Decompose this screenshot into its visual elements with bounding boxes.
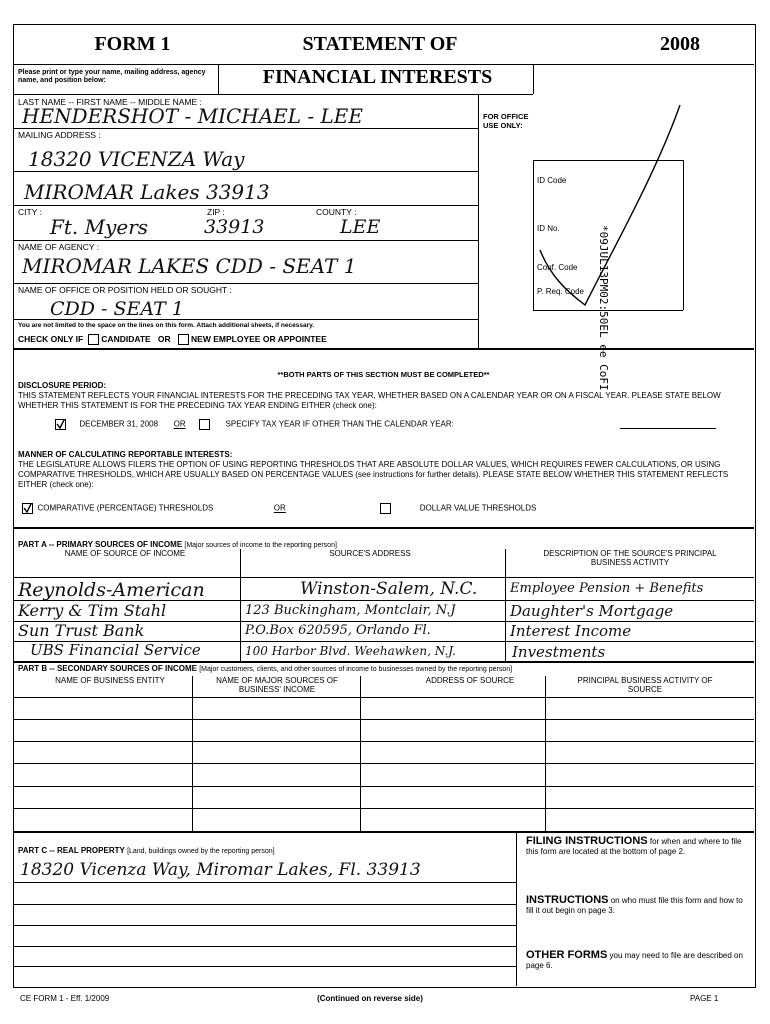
- zip-value[interactable]: 33913: [204, 216, 265, 238]
- manner-heading: MANNER OF CALCULATING REPORTABLE INTERESTS:: [18, 450, 233, 459]
- part-b-col4-header: PRINCIPAL BUSINESS ACTIVITY OF SOURCE: [577, 676, 713, 694]
- county-label: COUNTY :: [316, 207, 357, 217]
- p-req-code-label: P. Req. Code: [537, 287, 584, 296]
- part-b-heading: PART B -- SECONDARY SOURCES OF INCOME: [18, 664, 197, 673]
- footer-page: PAGE 1: [690, 994, 719, 1003]
- check-only-row: [18, 334, 327, 345]
- part-a-col2-header: SOURCE'S ADDRESS: [329, 549, 411, 558]
- agency-label: NAME OF AGENCY :: [18, 242, 100, 252]
- form-year: 2008: [660, 33, 700, 55]
- zip-label: ZIP :: [207, 207, 225, 217]
- instructions-note: Please print or type your name, mailing address, agency name, and position below:: [18, 69, 206, 84]
- agency-value[interactable]: MIROMAR LAKES CDD - SEAT 1: [22, 254, 357, 278]
- part-a-row4-activity[interactable]: Investments: [512, 643, 606, 661]
- office-use-line2: USE ONLY:: [483, 121, 523, 130]
- part-a-row3-activity[interactable]: Interest Income: [510, 622, 632, 640]
- received-stamp: *09JUL13PM02:50EL ee CoFI: [597, 225, 610, 391]
- instructions-title: INSTRUCTIONS: [526, 894, 609, 906]
- part-a-row2-activity[interactable]: Daughter's Mortgage: [510, 602, 674, 620]
- part-a-row4-address[interactable]: 100 Harbor Blvd. Weehawken, N.J.: [245, 644, 456, 658]
- part-c-heading: PART C -- REAL PROPERTY: [18, 846, 125, 855]
- december-31-label: DECEMBER 31, 2008: [79, 419, 159, 429]
- part-a-row2-address[interactable]: 123 Buckingham, Montclair, N.J: [245, 603, 456, 618]
- part-a-heading: PART A -- PRIMARY SOURCES OF INCOME: [18, 540, 183, 549]
- part-a-row2-name[interactable]: Kerry & Tim Stahl: [18, 601, 167, 620]
- comparative-checkbox[interactable]: [22, 503, 33, 514]
- id-code-label: ID Code: [537, 176, 567, 185]
- comparative-label: COMPARATIVE (PERCENTAGE) THRESHOLDS: [37, 503, 214, 513]
- part-b-subheading: [Major customers, clients, and other sources of income to businesses owned by the reporting person]: [199, 666, 513, 673]
- office-use-label: [483, 112, 528, 130]
- dollar-label: DOLLAR VALUE THRESHOLDS: [419, 503, 537, 513]
- part-a-col3-header: DESCRIPTION OF THE SOURCE'S PRINCIPAL BUSINESS ACTIVITY: [543, 549, 717, 567]
- mailing-address-line2[interactable]: MIROMAR Lakes 33913: [24, 180, 270, 204]
- part-c-subheading: [Land, buildings owned by the reporting person]: [127, 848, 275, 855]
- other-forms-block: [526, 950, 748, 971]
- manner-text: THE LEGISLATURE ALLOWS FILERS THE OPTION OF USING REPORTING THRESHOLDS THAT ARE ABSOLUTE DOLLAR VALUES, WHICH REQUIRES FEWER CALCULATIONS, OR USING COMPARATIVE THRESHOLDS, WHICH ARE USUALLY BASED ON PERCENTAGE VALUES (see instructions for further details). PLEASE STATE BELOW WHETHER THIS STATEMENT REFLECTS EITHER (check one):: [18, 460, 729, 489]
- filing-instructions: [526, 836, 748, 857]
- instructions-text: on who must file this form and how to fill it out begin on page 3.: [526, 896, 743, 915]
- space-note: You are not limited to the space on the lines on this form. Attach additional sheets, if necessary.: [18, 322, 315, 329]
- new-employee-label: NEW EMPLOYEE OR APPOINTEE: [191, 334, 327, 344]
- conf-code-label: Conf. Code: [537, 263, 578, 272]
- filing-instructions-title: FILING INSTRUCTIONS: [526, 835, 648, 847]
- name-value[interactable]: HENDERSHOT - MICHAEL - LEE: [22, 104, 363, 128]
- form-title-line1: STATEMENT OF: [302, 33, 458, 55]
- specify-year-checkbox[interactable]: [199, 419, 210, 430]
- part-a-row4-name[interactable]: UBS Financial Service: [30, 641, 201, 659]
- part-a-heading-row: [18, 540, 337, 549]
- part-a-subheading: [Major sources of income to the reporting person]: [184, 542, 337, 549]
- part-a-row1-activity[interactable]: Employee Pension + Benefits: [510, 581, 704, 596]
- part-a-row1-address[interactable]: Winston-Salem, N.C.: [300, 579, 478, 599]
- disclosure-period-heading: DISCLOSURE PERIOD:: [18, 381, 107, 390]
- part-b-col1-header: NAME OF BUSINESS ENTITY: [55, 676, 165, 685]
- footer-continued: (Continued on reverse side): [317, 994, 423, 1003]
- both-parts-banner: **BOTH PARTS OF THIS SECTION MUST BE COMPLETED**: [277, 370, 490, 379]
- calendar-year-row: [55, 419, 454, 430]
- part-a-row1-name[interactable]: Reynolds-American: [18, 579, 205, 601]
- dollar-checkbox[interactable]: [380, 503, 391, 514]
- mailing-address-line1[interactable]: 18320 VICENZA Way: [28, 147, 245, 171]
- candidate-checkbox[interactable]: [88, 334, 99, 345]
- part-a-col1-header: NAME OF SOURCE OF INCOME: [64, 549, 186, 558]
- city-value[interactable]: Ft. Myers: [50, 215, 149, 239]
- office-label: NAME OF OFFICE OR POSITION HELD OR SOUGHT :: [18, 285, 232, 295]
- name-label: LAST NAME -- FIRST NAME -- MIDDLE NAME :: [18, 97, 202, 107]
- other-forms-text: you may need to file are described on page 6.: [526, 951, 743, 970]
- part-c-heading-row: [18, 846, 275, 855]
- disclosure-period-text: THIS STATEMENT REFLECTS YOUR FINANCIAL INTERESTS FOR THE PRECEDING TAX YEAR, WHETHER BASED ON A CALENDAR YEAR OR ON A FISCAL YEAR. PLEASE STATE BELOW WHETHER THIS STATEMENT IS FOR THE PRECEDING TAX YEAR ENDING EITHER (check one):: [18, 391, 721, 410]
- id-no-label: ID No.: [537, 224, 560, 233]
- new-employee-checkbox[interactable]: [178, 334, 189, 345]
- mailing-address-label: MAILING ADDRESS :: [18, 130, 101, 140]
- part-b-col2-header: NAME OF MAJOR SOURCES OF BUSINESS' INCOME: [216, 676, 338, 694]
- part-a-row3-name[interactable]: Sun Trust Bank: [18, 621, 145, 640]
- december-31-checkbox[interactable]: [55, 419, 66, 430]
- form-title-line2: FINANCIAL INTERESTS: [262, 66, 493, 88]
- threshold-row: [22, 503, 536, 514]
- form-number: FORM 1: [94, 33, 171, 55]
- check-only-label: CHECK ONLY IF: [18, 334, 84, 344]
- or-label: OR: [157, 334, 171, 344]
- instructions-block: [526, 895, 748, 916]
- office-value[interactable]: CDD - SEAT 1: [50, 298, 184, 320]
- or-label-1: OR: [173, 419, 186, 429]
- part-a-row3-address[interactable]: P.O.Box 620595, Orlando Fl.: [245, 623, 431, 638]
- part-b-col3-header: ADDRESS OF SOURCE: [425, 676, 515, 685]
- city-label: CITY :: [18, 207, 42, 217]
- specify-year-label: SPECIFY TAX YEAR IF OTHER THAN THE CALENDAR YEAR:: [225, 419, 454, 429]
- footer-form-id: CE FORM 1 - Eff. 1/2009: [20, 994, 110, 1003]
- part-c-line1[interactable]: 18320 Vicenza Way, Miromar Lakes, Fl. 33913: [20, 860, 421, 880]
- filing-instructions-text: for when and where to file this form are located at the bottom of page 2.: [526, 837, 742, 856]
- county-value[interactable]: LEE: [340, 216, 381, 238]
- office-use-line1: FOR OFFICE: [483, 112, 529, 121]
- candidate-label: CANDIDATE: [101, 334, 151, 344]
- part-b-heading-row: [18, 664, 512, 673]
- or-label-2: OR: [273, 503, 286, 513]
- other-forms-title: OTHER FORMS: [526, 949, 608, 961]
